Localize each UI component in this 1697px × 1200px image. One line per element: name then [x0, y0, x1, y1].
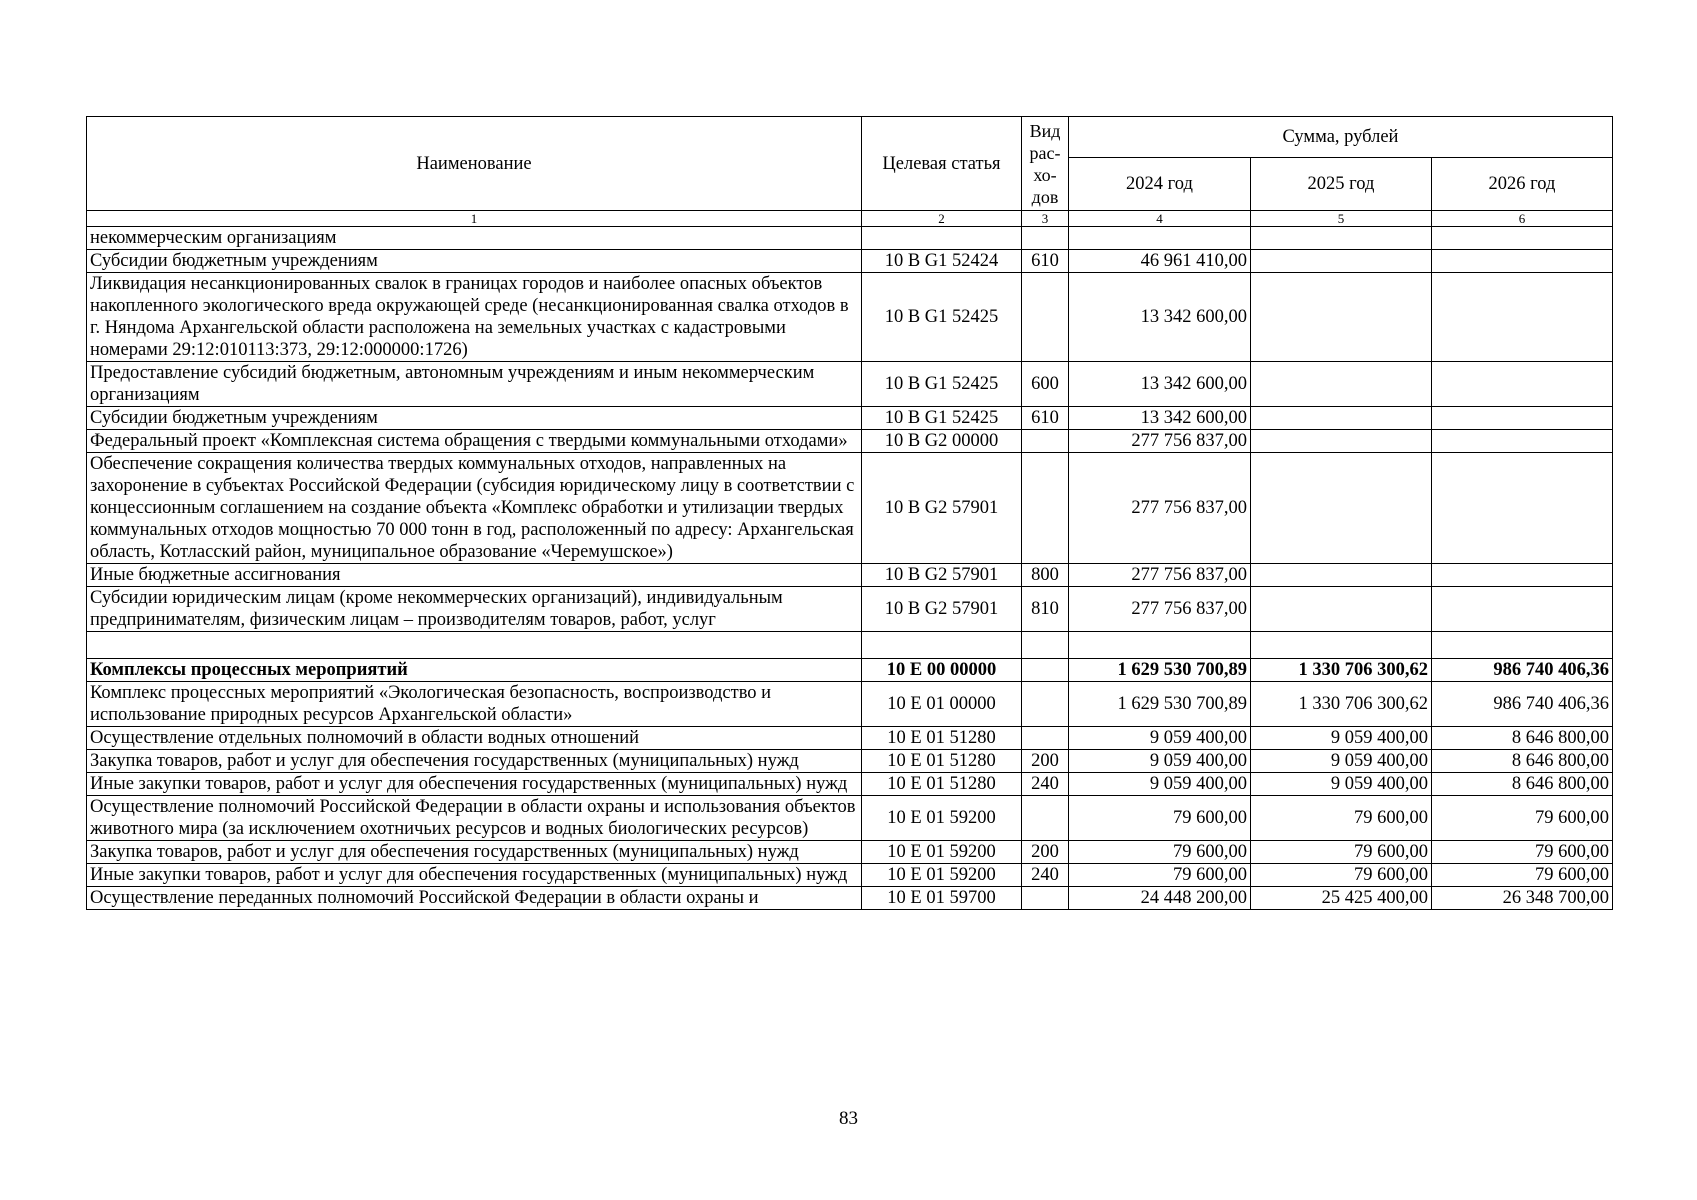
row-amount-2024: 277 756 837,00	[1069, 453, 1251, 564]
table-row	[87, 227, 1613, 250]
row-expense-type	[1022, 887, 1069, 910]
row-name: Комплекс процессных мероприятий «Экологическая безопасность, воспроизводство и использование природных ресурсов Архангельской области»	[87, 682, 862, 727]
row-amount-2025	[1251, 273, 1432, 362]
row-name: Осуществление переданных полномочий Российской Федерации в области охраны и	[87, 887, 862, 910]
row-amount-2025	[1251, 362, 1432, 407]
row-name	[87, 632, 862, 659]
row-target-article: 10 Е 01 59200	[862, 864, 1022, 887]
row-amount-2024: 79 600,00	[1069, 796, 1251, 841]
column-number-row	[87, 211, 1613, 227]
row-target-article: 10 В G2 00000	[862, 430, 1022, 453]
row-amount-2026: 8 646 800,00	[1432, 773, 1613, 796]
row-amount-2026: 79 600,00	[1432, 796, 1613, 841]
row-expense-type	[1022, 659, 1069, 682]
header-target-article: Целевая статья	[862, 117, 1022, 211]
row-amount-2025	[1251, 564, 1432, 587]
row-expense-type: 810	[1022, 587, 1069, 632]
page-number: 83	[839, 1108, 858, 1129]
table-row	[87, 773, 1613, 796]
row-amount-2025: 79 600,00	[1251, 841, 1432, 864]
row-expense-type	[1022, 727, 1069, 750]
row-amount-2026: 8 646 800,00	[1432, 750, 1613, 773]
column-number: 5	[1251, 211, 1432, 227]
row-amount-2025	[1251, 227, 1432, 250]
row-name: Осуществление полномочий Российской Федерации в области охраны и использования объектов животного мира (за исключением охотничьих ресурсов и водных биологических ресурсов)	[87, 796, 862, 841]
row-name: Ликвидация несанкционированных свалок в границах городов и наиболее опасных объектов накопленного экологического вреда окружающей среде (несанкционированная свалка отходов в г. Няндома Архангельской области расположена на земельных участках с кадастровыми номерами 29:12:010113:373, 29:12:000000:1726)	[87, 273, 862, 362]
row-amount-2024: 46 961 410,00	[1069, 250, 1251, 273]
row-amount-2025	[1251, 430, 1432, 453]
row-target-article: 10 Е 01 51280	[862, 773, 1022, 796]
row-amount-2025: 9 059 400,00	[1251, 727, 1432, 750]
row-amount-2025: 1 330 706 300,62	[1251, 682, 1432, 727]
row-amount-2024: 79 600,00	[1069, 864, 1251, 887]
row-target-article: 10 В G2 57901	[862, 564, 1022, 587]
row-name: Обеспечение сокращения количества твердых коммунальных отходов, направленных на захоронение в субъектах Российской Федерации (субсидия юридическому лицу в соответствии с концессионным соглашением на создание объекта «Комплекс обработки и утилизации твердых коммунальных отходов мощностью 70 000 тонн в год, расположенный по адресу: Архангельская область, Котласский район, муниципальное образование «Черемушское»)	[87, 453, 862, 564]
row-amount-2024: 277 756 837,00	[1069, 430, 1251, 453]
row-target-article: 10 В G2 57901	[862, 587, 1022, 632]
row-target-article	[862, 227, 1022, 250]
row-target-article: 10 В G1 52425	[862, 407, 1022, 430]
row-amount-2025: 9 059 400,00	[1251, 750, 1432, 773]
table-row	[87, 362, 1613, 407]
row-target-article: 10 В G1 52424	[862, 250, 1022, 273]
row-amount-2026	[1432, 587, 1613, 632]
row-expense-type: 200	[1022, 841, 1069, 864]
table-row	[87, 430, 1613, 453]
table-row	[87, 250, 1613, 273]
row-amount-2025: 9 059 400,00	[1251, 773, 1432, 796]
row-amount-2026: 986 740 406,36	[1432, 659, 1613, 682]
row-amount-2024: 277 756 837,00	[1069, 564, 1251, 587]
row-expense-type	[1022, 796, 1069, 841]
row-amount-2024: 13 342 600,00	[1069, 362, 1251, 407]
column-number: 4	[1069, 211, 1251, 227]
row-amount-2026	[1432, 632, 1613, 659]
row-amount-2026	[1432, 227, 1613, 250]
row-amount-2025: 79 600,00	[1251, 864, 1432, 887]
row-amount-2025	[1251, 453, 1432, 564]
column-number: 3	[1022, 211, 1069, 227]
row-target-article: 10 Е 00 00000	[862, 659, 1022, 682]
row-name: Комплексы процессных мероприятий	[87, 659, 862, 682]
header-expense-type: Вид рас-хо-дов	[1022, 117, 1069, 211]
table-row	[87, 796, 1613, 841]
row-expense-type	[1022, 430, 1069, 453]
table-row	[87, 564, 1613, 587]
row-amount-2025: 25 425 400,00	[1251, 887, 1432, 910]
row-expense-type	[1022, 273, 1069, 362]
row-name: Субсидии бюджетным учреждениям	[87, 250, 862, 273]
table-row	[87, 587, 1613, 632]
budget-page	[86, 116, 1612, 910]
row-name: Иные закупки товаров, работ и услуг для обеспечения государственных (муниципальных) нужд	[87, 864, 862, 887]
table-row	[87, 841, 1613, 864]
row-expense-type: 600	[1022, 362, 1069, 407]
header-year-2025: 2025 год	[1251, 158, 1432, 211]
row-expense-type: 610	[1022, 407, 1069, 430]
row-amount-2025	[1251, 632, 1432, 659]
row-amount-2025	[1251, 250, 1432, 273]
row-amount-2024: 9 059 400,00	[1069, 750, 1251, 773]
row-amount-2024: 13 342 600,00	[1069, 273, 1251, 362]
header-amount: Сумма, рублей	[1069, 117, 1613, 158]
row-expense-type: 610	[1022, 250, 1069, 273]
row-target-article: 10 Е 01 00000	[862, 682, 1022, 727]
row-target-article: 10 Е 01 59200	[862, 841, 1022, 864]
row-amount-2026: 79 600,00	[1432, 864, 1613, 887]
row-target-article: 10 Е 01 59700	[862, 887, 1022, 910]
row-name: Предоставление субсидий бюджетным, автономным учреждениям и иным некоммерческим организациям	[87, 362, 862, 407]
row-amount-2025: 79 600,00	[1251, 796, 1432, 841]
table-header	[87, 117, 1613, 227]
row-expense-type	[1022, 453, 1069, 564]
row-amount-2024: 277 756 837,00	[1069, 587, 1251, 632]
row-amount-2026	[1432, 273, 1613, 362]
row-name: Субсидии бюджетным учреждениям	[87, 407, 862, 430]
row-amount-2024: 1 629 530 700,89	[1069, 682, 1251, 727]
row-target-article: 10 Е 01 51280	[862, 750, 1022, 773]
header-year-2024: 2024 год	[1069, 158, 1251, 211]
row-name: Закупка товаров, работ и услуг для обеспечения государственных (муниципальных) нужд	[87, 750, 862, 773]
row-expense-type: 240	[1022, 773, 1069, 796]
row-amount-2026: 79 600,00	[1432, 841, 1613, 864]
table-row	[87, 273, 1613, 362]
row-expense-type: 800	[1022, 564, 1069, 587]
row-amount-2024	[1069, 227, 1251, 250]
table-row	[87, 750, 1613, 773]
header-name: Наименование	[87, 117, 862, 211]
row-amount-2026: 26 348 700,00	[1432, 887, 1613, 910]
row-amount-2025	[1251, 407, 1432, 430]
row-amount-2026	[1432, 362, 1613, 407]
table-row	[87, 864, 1613, 887]
column-number: 1	[87, 211, 862, 227]
table-row	[87, 682, 1613, 727]
column-number: 2	[862, 211, 1022, 227]
row-amount-2026: 986 740 406,36	[1432, 682, 1613, 727]
row-target-article: 10 Е 01 59200	[862, 796, 1022, 841]
table-row	[87, 887, 1613, 910]
row-target-article: 10 В G2 57901	[862, 453, 1022, 564]
table-body	[87, 227, 1613, 910]
row-amount-2025: 1 330 706 300,62	[1251, 659, 1432, 682]
row-expense-type: 200	[1022, 750, 1069, 773]
row-name: Федеральный проект «Комплексная система обращения с твердыми коммунальными отходами»	[87, 430, 862, 453]
table-row	[87, 659, 1613, 682]
row-amount-2024: 79 600,00	[1069, 841, 1251, 864]
row-expense-type	[1022, 227, 1069, 250]
header-year-2026: 2026 год	[1432, 158, 1613, 211]
row-amount-2024: 9 059 400,00	[1069, 727, 1251, 750]
row-amount-2024: 1 629 530 700,89	[1069, 659, 1251, 682]
table-row	[87, 453, 1613, 564]
row-name: Субсидии юридическим лицам (кроме некоммерческих организаций), индивидуальным предпринимателям, физическим лицам – производителям товаров, работ, услуг	[87, 587, 862, 632]
row-name: Иные закупки товаров, работ и услуг для обеспечения государственных (муниципальных) нужд	[87, 773, 862, 796]
row-amount-2026	[1432, 564, 1613, 587]
row-name: некоммерческим организациям	[87, 227, 862, 250]
row-amount-2025	[1251, 587, 1432, 632]
row-name: Закупка товаров, работ и услуг для обеспечения государственных (муниципальных) нужд	[87, 841, 862, 864]
table-row	[87, 407, 1613, 430]
row-amount-2024: 13 342 600,00	[1069, 407, 1251, 430]
column-number: 6	[1432, 211, 1613, 227]
table-row	[87, 727, 1613, 750]
row-target-article: 10 В G1 52425	[862, 273, 1022, 362]
row-target-article: 10 В G1 52425	[862, 362, 1022, 407]
row-amount-2026	[1432, 430, 1613, 453]
row-amount-2026: 8 646 800,00	[1432, 727, 1613, 750]
row-name: Иные бюджетные ассигнования	[87, 564, 862, 587]
row-target-article: 10 Е 01 51280	[862, 727, 1022, 750]
row-amount-2024: 9 059 400,00	[1069, 773, 1251, 796]
row-name: Осуществление отдельных полномочий в области водных отношений	[87, 727, 862, 750]
table-row	[87, 632, 1613, 659]
row-amount-2024: 24 448 200,00	[1069, 887, 1251, 910]
budget-table	[86, 116, 1613, 910]
row-target-article	[862, 632, 1022, 659]
row-expense-type: 240	[1022, 864, 1069, 887]
row-amount-2026	[1432, 407, 1613, 430]
row-expense-type	[1022, 632, 1069, 659]
row-amount-2026	[1432, 453, 1613, 564]
row-expense-type	[1022, 682, 1069, 727]
row-amount-2026	[1432, 250, 1613, 273]
row-amount-2024	[1069, 632, 1251, 659]
